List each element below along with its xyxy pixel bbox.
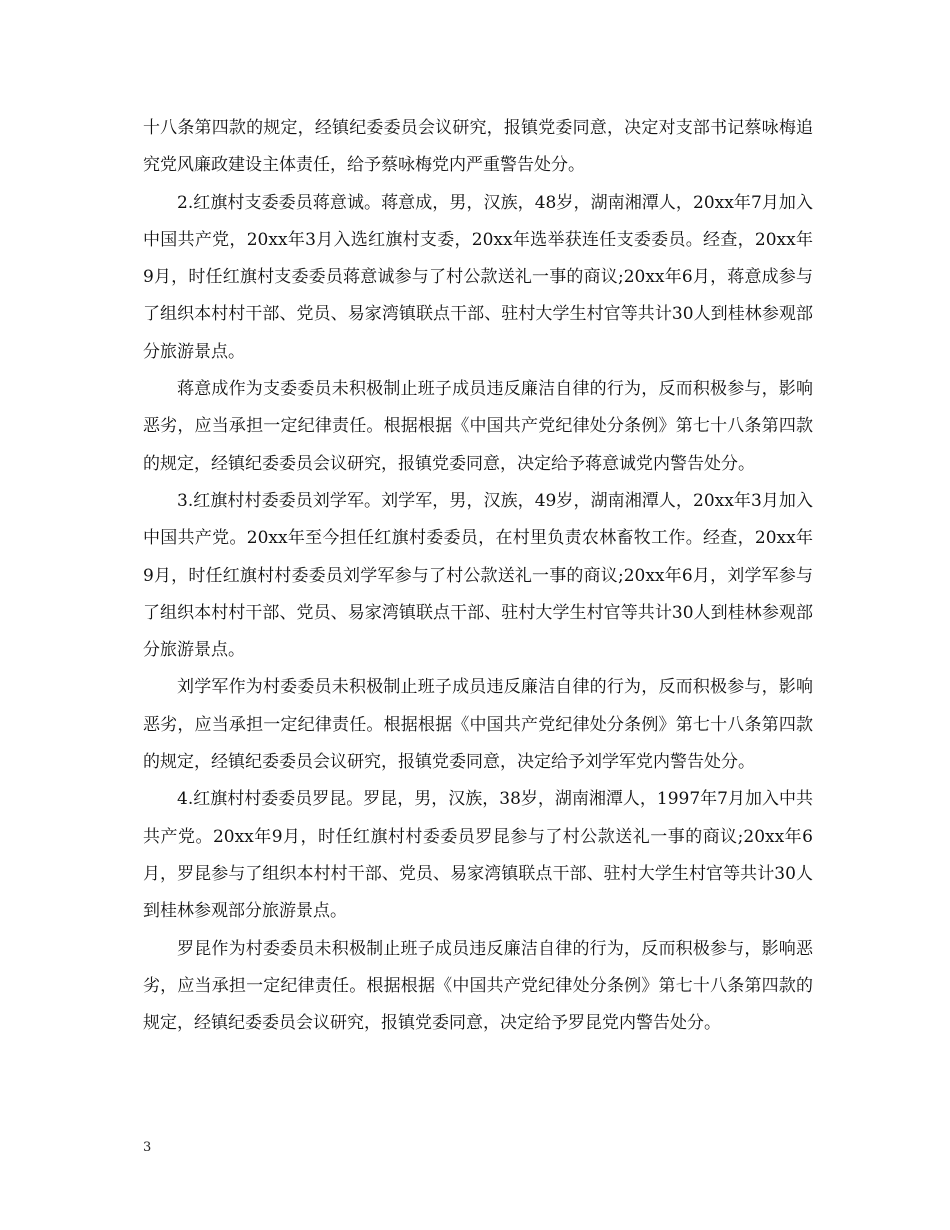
paragraph-item-4-decision: 罗昆作为村委委员未积极制止班子成员违反廉洁自律的行为，反而积极参与，影响恶劣，应当承担一定纪律责任。根据根据《中国共产党纪律处分条例》第七十八条第四款的规定，经镇纪委委员会议研究，报镇党委同意，决定给予罗昆党内警告处分。 [143,938,813,1034]
page-number: 3 [143,1140,152,1155]
document-body [143,110,813,1042]
paragraph-item-2: 2.红旗村支委委员蒋意诚。蒋意成，男，汉族，48岁，湖南湘潭人，20xx年7月加入中国共产党，20xx年3月入选红旗村支委，20xx年选举获连任支委委员。经查，20xx年9月，时任红旗村支委委员蒋意诚参与了村公款送礼一事的商议;20xx年6月，蒋意成参与了组织本村村干部、党员、易家湾镇联点干部、驻村大学生村官等共计30人到桂林参观部分旅游景点。 [143,192,813,362]
paragraph-item-3: 3.红旗村村委委员刘学军。刘学军，男，汉族，49岁，湖南湘潭人，20xx年3月加入中国共产党。20xx年至今担任红旗村委委员，在村里负责农林畜牧工作。经查，20xx年9月，时任红旗村村委委员刘学军参与了村公款送礼一事的商议;20xx年6月，刘学军参与了组织本村村干部、党员、易家湾镇联点干部、驻村大学生村官等共计30人到桂林参观部分旅游景点。 [143,490,813,661]
paragraph-item-4: 4.红旗村村委委员罗昆。罗昆，男，汉族，38岁，湖南湘潭人，1997年7月加入中共共产党。20xx年9月，时任红旗村村委委员罗昆参与了村公款送礼一事的商议;20xx年6月，罗昆参与了组织本村村干部、党员、易家湾镇联点干部、驻村大学生村官等共计30人到桂林参观部分旅游景点。 [143,789,813,922]
paragraph-item-3-decision: 刘学军作为村委委员未积极制止班子成员违反廉洁自律的行为，反而积极参与，影响恶劣，应当承担一定纪律责任。根据根据《中国共产党纪律处分条例》第七十八条第四款的规定，经镇纪委委员会议研究，报镇党委同意，决定给予刘学军党内警告处分。 [143,677,813,773]
paragraph-item-2-decision: 蒋意成作为支委委员未积极制止班子成员违反廉洁自律的行为，反而积极参与，影响恶劣，应当承担一定纪律责任。根据根据《中国共产党纪律处分条例》第七十八条第四款的规定，经镇纪委委员会议研究，报镇党委同意，决定给予蒋意诚党内警告处分。 [143,379,813,474]
paragraph-continuation: 十八条第四款的规定，经镇纪委委员会议研究，报镇党委同意，决定对支部书记蔡咏梅追究党风廉政建设主体责任，给予蔡咏梅党内严重警告处分。 [143,118,813,176]
